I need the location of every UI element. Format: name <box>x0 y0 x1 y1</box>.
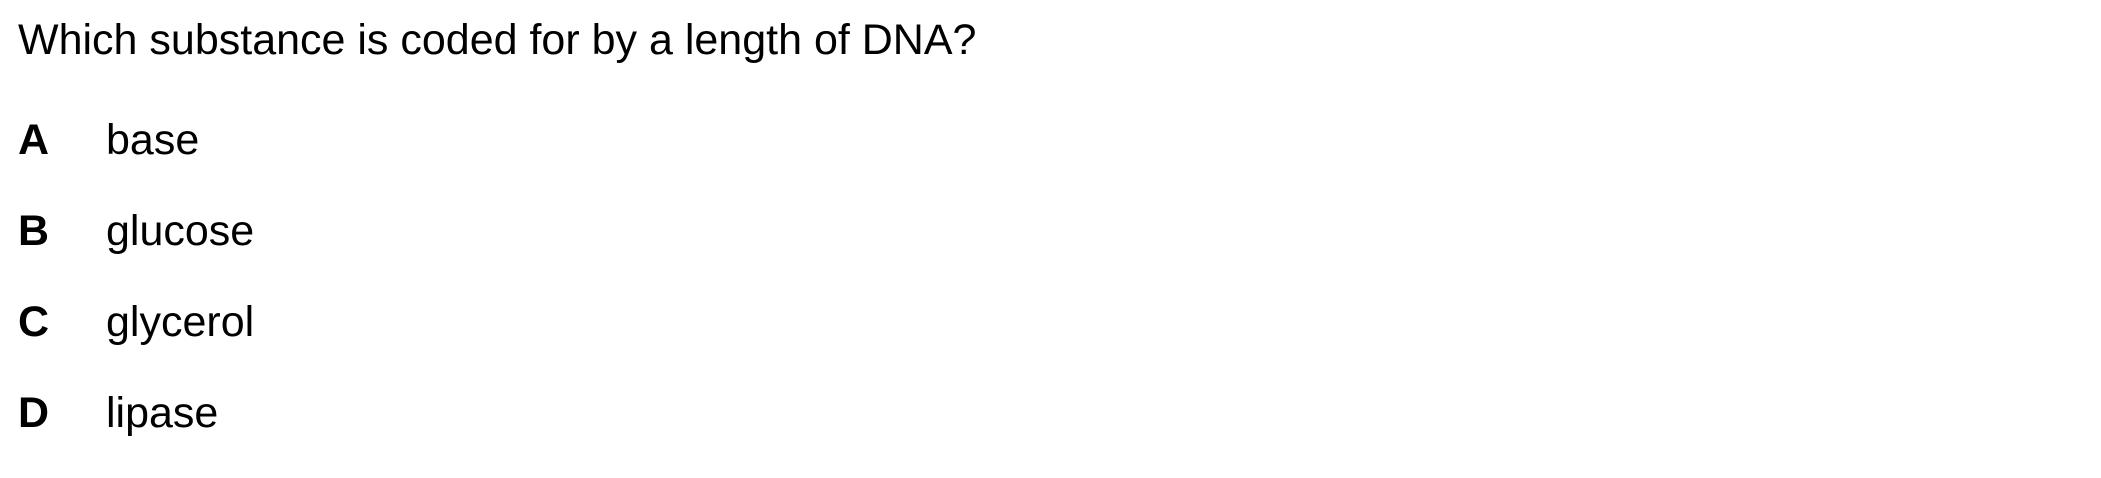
question-text: Which substance is coded for by a length of DNA? <box>18 16 977 64</box>
option-c[interactable] <box>18 296 254 387</box>
option-letter: B <box>18 207 50 255</box>
option-d[interactable] <box>18 387 254 478</box>
option-a[interactable] <box>18 114 254 205</box>
option-text: lipase <box>106 389 219 437</box>
option-text: base <box>106 116 200 164</box>
option-b[interactable] <box>18 205 254 296</box>
answer-options-list <box>18 114 254 478</box>
option-text: glucose <box>106 207 255 255</box>
option-text: glycerol <box>106 298 255 346</box>
option-letter: C <box>18 298 50 346</box>
option-letter: D <box>18 389 50 437</box>
option-letter: A <box>18 116 50 164</box>
